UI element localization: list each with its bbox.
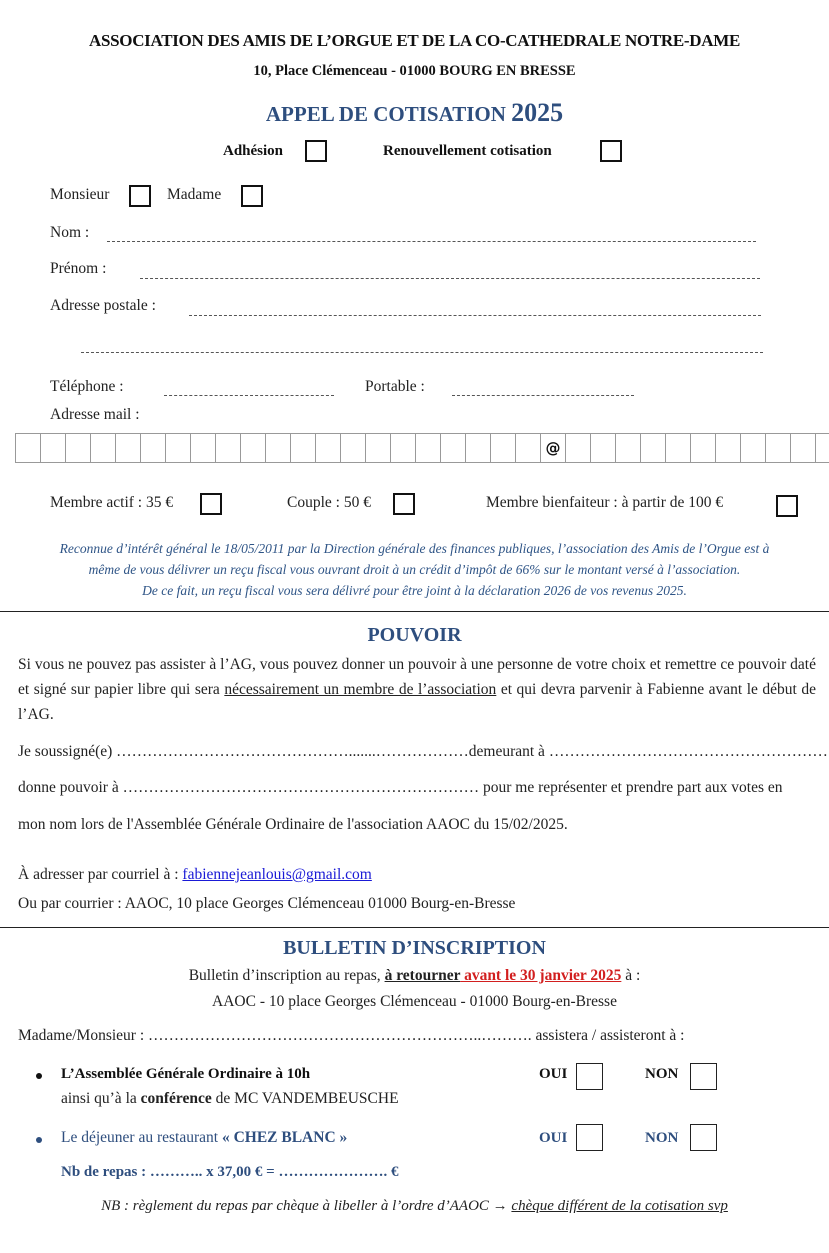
email-cell[interactable]: [466, 434, 491, 462]
email-cell[interactable]: [591, 434, 616, 462]
email-cell[interactable]: [166, 434, 191, 462]
bulletin-line-2: AAOC - 10 place Georges Clémenceau - 01000 Bourg-en-Bresse: [212, 993, 617, 1010]
divider-1: [0, 611, 829, 612]
pouvoir-intro-a: Si vous ne pouvez pas assister à l’AG, vous pouvez donner un pouvoir à une personne de votre choix et remettre ce pouvoir daté et signé sur papier libre qui sera: [18, 656, 816, 698]
pouvoir-line-soussigne: Je soussigné(e) ……………………………………….......………………demeurant à ………………………………………………: [18, 743, 828, 760]
adhesion-checkbox[interactable]: [305, 140, 327, 162]
adresse-field-1[interactable]: [189, 315, 761, 316]
fiscal-note-line-3: De ce fait, un reçu fiscal vous sera délivré pour être joint à la déclaration 2026 de vos revenus 2025.: [142, 583, 687, 598]
bulletin-line-1: [0, 967, 829, 985]
email-cell[interactable]: [66, 434, 91, 462]
fiscal-note-line-2: même de vous délivrer un reçu fiscal vous ouvrant droit à un crédit d’impôt de 66% sur le montant versé à l’association.: [88, 562, 741, 577]
fee-bienfaiteur-checkbox[interactable]: [776, 495, 798, 517]
repas-line: Nb de repas : ……….. x 37,00 € = …………………. €: [61, 1164, 399, 1180]
email-cell[interactable]: [141, 434, 166, 462]
prenom-field[interactable]: [140, 278, 760, 279]
ag-oui-box[interactable]: [576, 1063, 603, 1090]
dejeuner-a: Le déjeuner au restaurant: [61, 1129, 222, 1146]
pouvoir-email-link[interactable]: fabiennejeanlouis@gmail.com: [182, 866, 372, 883]
monsieur-label: Monsieur: [50, 186, 110, 203]
ag-title: L’Assemblée Générale Ordinaire à 10h: [61, 1066, 311, 1082]
adresse-label: Adresse postale :: [50, 297, 156, 314]
ag-sub-c: de MC VANDEMBEUSCHE: [211, 1090, 399, 1107]
email-cell[interactable]: [191, 434, 216, 462]
email-cell[interactable]: [116, 434, 141, 462]
email-cell[interactable]: [641, 434, 666, 462]
pouvoir-intro: [18, 652, 816, 727]
portable-label: Portable :: [365, 378, 425, 395]
email-cell[interactable]: [391, 434, 416, 462]
bullet-ag: [36, 1073, 42, 1079]
nom-label: Nom :: [50, 224, 90, 241]
adresse-field-2[interactable]: [81, 352, 763, 353]
association-address: 10, Place Clémenceau - 01000 BOURG EN BRESSE: [253, 63, 576, 79]
pouvoir-line-nom: mon nom lors de l'Assemblée Générale Ordinaire de l'association AAOC du 15/02/2025.: [18, 816, 568, 833]
appel-label: APPEL DE COTISATION: [265, 102, 506, 126]
email-cell[interactable]: [291, 434, 316, 462]
divider-2: [0, 927, 829, 928]
renouvellement-label: Renouvellement cotisation: [383, 143, 552, 159]
bulletin-line-1-a: Bulletin d’inscription au repas,: [188, 967, 385, 984]
madame-label: Madame: [167, 186, 222, 203]
nom-field[interactable]: [107, 241, 756, 242]
ag-sub-b: conférence: [140, 1090, 212, 1107]
pouvoir-line-donne: donne pouvoir à …………………………………………………………… pour me représenter et prendre part aux votes en: [18, 779, 783, 796]
prenom-label: Prénom :: [50, 260, 107, 277]
pouvoir-intro-b: et qui devra parvenir à Fabienne avant le début de l’AG.: [18, 681, 816, 723]
pouvoir-title: POUVOIR: [367, 624, 462, 646]
dejeuner-non-box[interactable]: [690, 1124, 717, 1151]
renouvellement-checkbox[interactable]: [600, 140, 622, 162]
ag-oui-label: OUI: [539, 1066, 568, 1082]
telephone-field[interactable]: [164, 395, 334, 396]
fee-actif-label: Membre actif : 35 €: [50, 494, 174, 511]
adhesion-label: Adhésion: [223, 143, 284, 159]
ag-subtitle: [61, 1090, 399, 1108]
email-cell[interactable]: [566, 434, 591, 462]
nb-b: chèque différent de la cotisation svp: [511, 1198, 728, 1214]
ag-sub-a: ainsi qu’à la: [61, 1090, 141, 1107]
email-cell[interactable]: [616, 434, 641, 462]
bulletin-madame-line: Madame/Monsieur : ………………………………………………………..………. assistera / assisteront à :: [18, 1027, 685, 1044]
dejeuner-line: [61, 1129, 347, 1147]
pouvoir-courrier-line: Ou par courrier : AAOC, 10 place Georges Clémenceau 01000 Bourg-en-Bresse: [18, 895, 516, 912]
appel-year: 2025: [511, 98, 564, 127]
email-grid[interactable]: [15, 433, 829, 463]
email-cell[interactable]: [316, 434, 341, 462]
fee-actif-checkbox[interactable]: [200, 493, 222, 515]
monsieur-checkbox[interactable]: [129, 185, 151, 207]
email-cell[interactable]: [241, 434, 266, 462]
email-cell[interactable]: [341, 434, 366, 462]
madame-checkbox[interactable]: [241, 185, 263, 207]
bulletin-line-1-d: à :: [621, 967, 641, 984]
dejeuner-non-label: NON: [645, 1130, 679, 1146]
association-title: ASSOCIATION DES AMIS DE L’ORGUE ET DE LA CO-CATHEDRALE NOTRE-DAME: [88, 31, 741, 50]
fee-couple-checkbox[interactable]: [393, 493, 415, 515]
bullet-dejeuner: [36, 1137, 42, 1143]
email-cell[interactable]: [16, 434, 41, 462]
fiscal-note-line-1: Reconnue d’intérêt général le 18/05/2011 par la Direction générale des finances publiques, l’association des Amis de l’Orgue est à: [59, 541, 770, 556]
email-cell[interactable]: [491, 434, 516, 462]
fee-couple-label: Couple : 50 €: [287, 494, 371, 511]
email-cell[interactable]: [716, 434, 741, 462]
ag-non-box[interactable]: [690, 1063, 717, 1090]
email-cell[interactable]: [441, 434, 466, 462]
email-cell[interactable]: [41, 434, 66, 462]
email-at-sign: @: [541, 434, 566, 462]
email-cell[interactable]: [91, 434, 116, 462]
dejeuner-restaurant: « CHEZ BLANC »: [221, 1129, 348, 1146]
pouvoir-intro-underlined: nécessairement un membre de l’association: [224, 681, 497, 698]
email-cell[interactable]: [691, 434, 716, 462]
telephone-label: Téléphone :: [50, 378, 124, 395]
email-cell[interactable]: [366, 434, 391, 462]
dejeuner-oui-label: OUI: [539, 1130, 568, 1146]
ag-non-label: NON: [645, 1066, 679, 1082]
email-cell[interactable]: [766, 434, 791, 462]
email-cell[interactable]: [516, 434, 541, 462]
nb-a: NB : règlement du repas par chèque à libeller à l’ordre d’AAOC: [101, 1198, 493, 1214]
pouvoir-email-line: [18, 866, 372, 884]
arrow-right-icon: →: [492, 1198, 508, 1214]
email-cell[interactable]: [791, 434, 816, 462]
email-cell[interactable]: [416, 434, 441, 462]
bulletin-retourner: à retourner: [384, 967, 461, 984]
fee-bienfaiteur-label: Membre bienfaiteur : à partir de 100 €: [486, 494, 724, 511]
pouvoir-email-label: À adresser par courriel à :: [18, 866, 183, 883]
email-cell[interactable]: [741, 434, 766, 462]
email-cell[interactable]: [666, 434, 691, 462]
mail-label: Adresse mail :: [50, 406, 140, 423]
bulletin-title: BULLETIN D’INSCRIPTION: [283, 937, 546, 959]
appel-title: [0, 98, 829, 128]
portable-field[interactable]: [452, 395, 634, 396]
email-cell[interactable]: [216, 434, 241, 462]
email-cell[interactable]: [266, 434, 291, 462]
dejeuner-oui-box[interactable]: [576, 1124, 603, 1151]
nb-line: [0, 1198, 829, 1215]
bulletin-deadline: avant le 30 janvier 2025: [460, 967, 622, 984]
